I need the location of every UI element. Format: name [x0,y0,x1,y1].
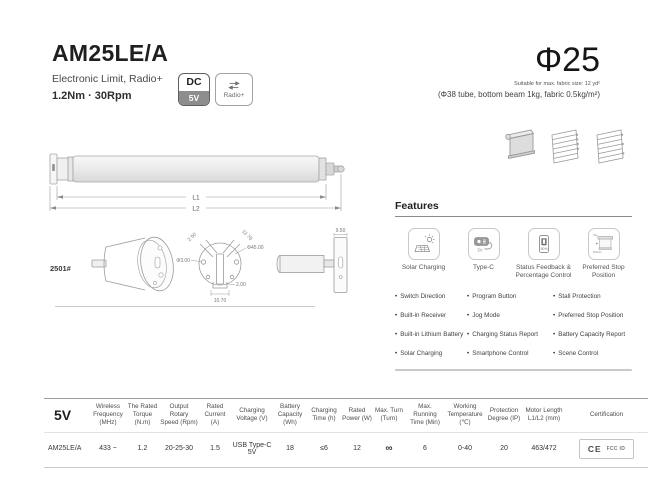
header [52,40,168,102]
motor-side-view [277,238,347,293]
radio-label: Radio+ [223,91,245,99]
feature-bullet: • Jog Mode [467,312,553,319]
left-section-divider [55,306,315,307]
spec-data-row [44,432,648,467]
tube-diameter: Φ25 [535,41,600,79]
feature-bullet: • Program Button [467,293,553,300]
dim-outer-dia: Φ45.00 [247,245,264,251]
col-header: The Rated Torque (N.m) [126,399,159,433]
blind-stop-position-icon [592,232,616,256]
specification-table [44,398,648,468]
feature-card-box [528,228,560,260]
feature-bullet: • Switch Direction [395,293,467,300]
spec-value: 1.5 [199,432,231,467]
ce-mark: CE [587,443,602,454]
radio-badge [215,73,253,106]
motor-head-view [92,235,177,293]
icon-percent-label: 50% [540,246,547,251]
fcc-id-mark: FCC ID [606,445,626,452]
feature-bullet: • Preferred Stop Position [553,312,632,319]
feature-bullet: • Charging Status Report [467,331,553,338]
power-badges [178,73,253,106]
dim-label-l1: L1 [192,194,200,202]
feature-bullet: • Stall Protection [553,293,632,300]
col-header: Charging Time (h) [307,399,341,433]
spec-value: 1.2 [126,432,159,467]
feature-card-label: Solar Charging [401,264,446,271]
head-model-label: 2501# [50,264,71,273]
diameter-panel [438,42,600,99]
spec-value-max-turn: ∞ [373,432,405,467]
dim-tab-width: 10.70 [213,298,227,304]
features-heading: Features [395,200,439,212]
spec-value: ≤6 [307,432,341,467]
features-section [395,200,632,371]
dim-notch-a: 2.50 [186,231,198,243]
feature-card-box [588,228,620,260]
col-header: Protection Degree (IP) [485,399,523,433]
dim-notch-b: 12.70 [240,228,254,242]
spec-header-row [44,399,648,433]
col-header: Output Rotary Speed (Rpm) [159,399,199,433]
feature-bullet: • Smartphone Control [467,350,553,357]
smartphone-icon [532,232,556,256]
spec-value: USB Type-C 5V [231,432,273,467]
feature-card-box [468,228,500,260]
spec-value: 18 [273,432,307,467]
icon-voltage-label: 5V [476,247,483,253]
feature-bullet: • Scene Control [553,350,632,357]
feature-bullet-list [395,293,632,357]
certification-cell [565,432,648,467]
col-header: Rated Power (W) [341,399,373,433]
feature-bullet: • Built-in Receiver [395,312,467,319]
spec-value: 20 [485,432,523,467]
spec-value: 20-25-30 [159,432,199,467]
motor-body [50,154,344,184]
feature-bullet: • Battery Capacity Report [553,331,632,338]
solar-panel-icon [412,232,436,256]
spec-value: 0-40 [445,432,485,467]
dc-label: DC [186,76,202,88]
roller-shade-icon [500,126,540,170]
feature-card-label: Type-C [473,264,494,271]
dim-tab-thickness: 2.00 [236,282,246,288]
usb-type-c-icon [472,232,496,256]
feature-cards [395,228,632,281]
dc-5v-badge [178,73,210,106]
motor-assembly-drawing [40,148,360,220]
tube-note: (Φ38 tube, bottom beam 1kg, fabric 0.5kg/m²) [437,90,600,100]
feature-card-label: Preferred Stop Position [582,264,625,280]
icon-top-label: Top [592,234,598,237]
feature-card-label: Status Feedback & Percentage Control [515,264,572,280]
swap-arrows-icon [227,81,241,90]
dim-bracket-width: 9.50 [335,228,346,234]
col-header: Battery Capacity (Wh) [273,399,307,433]
feature-card-preferred-stop [575,228,632,281]
dim-label-l2: L2 [192,205,200,213]
page-title: AM25LE/A [52,40,169,66]
feature-bullet: • Built-in Lithium Battery [395,331,467,338]
voltage-group-label: 5V [44,399,90,433]
feature-card-solar-charging [395,228,452,281]
col-header-certification: Certification [565,399,648,433]
feature-card-status-feedback [515,228,572,281]
zebra-shade-icon [545,126,585,170]
features-divider [395,216,632,217]
spec-value: 12 [341,432,373,467]
dc-voltage-label: 5V [179,91,209,105]
motor-front-view [199,240,241,288]
col-header: Max. Turn (Turn) [373,399,405,433]
col-header: Motor Length L1/L2 (mm) [523,399,565,433]
col-header: Working Temperature (℃) [445,399,485,433]
model-name: AM25LE/A [44,432,90,467]
certification-box [579,439,634,459]
feature-card-box [408,228,440,260]
col-header: Charging Voltage (V) [231,399,273,433]
spec-value: 463/472 [523,432,565,467]
feature-bullet: • Solar Charging [395,350,467,357]
spec-value: 433 ~ [90,432,126,467]
features-bottom-divider [395,369,632,371]
side-view-dimensions [334,228,347,237]
motor-detail-drawing [40,226,360,304]
subtitle: Electronic Limit, Radio+ [52,73,163,85]
dim-hole-dia: Φ3.00 [176,258,190,264]
feature-card-type-c [455,228,512,281]
spec-value: 6 [405,432,445,467]
torque-speed-label: 1.2Nm · 30Rpm [52,90,132,102]
venetian-blind-icon [590,126,630,170]
icon-bottom-label: Bottom [592,250,602,254]
fabric-size-note: Suitable for max. fabric size: 12 yd² [514,81,600,88]
col-header: Wireless Frequency (MHz) [90,399,126,433]
col-header: Rated Current (A) [199,399,231,433]
application-icons [500,126,630,170]
col-header: Max. Running Time (Min) [405,399,445,433]
